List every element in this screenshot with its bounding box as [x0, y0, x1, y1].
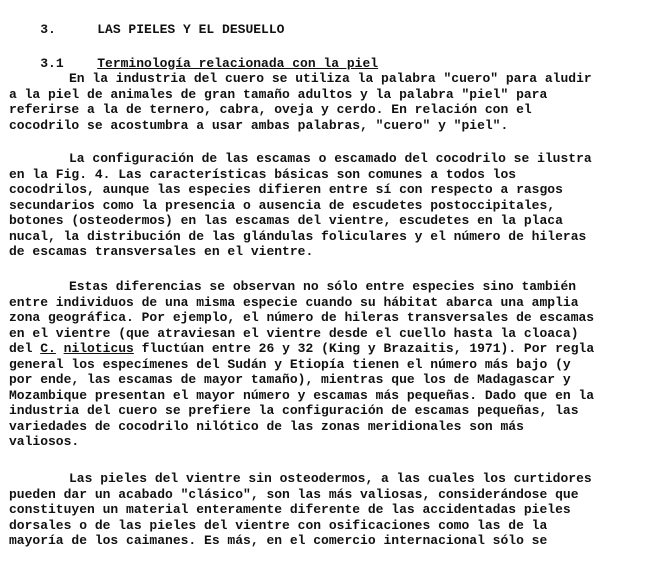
paragraph-line: en el vientre (que atraviesan el vientre desde el cuello hasta la cloaca) — [9, 325, 579, 341]
paragraph-line: Estas diferencias se observan no sólo entre especies sino también — [69, 279, 577, 294]
paragraph-line: dorsales o de las pieles del vientre con osificaciones como las de la — [9, 517, 548, 533]
paragraph-line: referirse a la de ternero, cabra, oveja y cerdo. En relación con el — [9, 102, 532, 117]
subsection-number: 3.1 — [40, 55, 64, 71]
paragraph-line: industria del cuero se prefiere la configuración de escamas pequeñas, las — [9, 403, 579, 418]
paragraph-line: valiosos. — [9, 434, 80, 449]
paragraph-4 — [9, 471, 639, 549]
paragraph-3 — [9, 279, 639, 450]
paragraph-line: cocodrilos, aunque las especies difieren entre sí con respecto a rasgos — [9, 182, 563, 197]
paragraph-2 — [9, 151, 639, 260]
paragraph-line: zona geográfica. Por ejemplo, el número de hileras transversales de escamas — [9, 310, 595, 325]
genus-abbrev: C. — [40, 341, 56, 356]
paragraph-line: La configuración de las escamas o escamado del cocodrilo se ilustra — [69, 151, 592, 166]
paragraph-line: de escamas transversales en el vientre. — [9, 244, 314, 259]
paragraph-line-species — [9, 341, 639, 357]
paragraph-line: secundarios como la presencia o ausencia de escudetes postoccipitales, — [9, 197, 556, 213]
paragraph-line: en la Fig. 4. Las características básicas son comunes a todos los — [9, 166, 517, 182]
line-text-after: fluctúan entre 26 y 32 (King y Brazaitis, 1971). Por regla — [133, 341, 595, 356]
paragraph-line: constituyen un material enteramente diferente de las accidentadas pieles — [9, 502, 571, 517]
paragraph-line: mayoría de los caimanes. Es más, en el comercio internacional sólo se — [9, 533, 548, 548]
line-space — [56, 341, 64, 356]
paragraph-1 — [9, 71, 639, 133]
paragraph-line: Las pieles del vientre sin osteodermos, a las cuales los curtidores — [69, 471, 592, 486]
section-number: 3. — [40, 21, 56, 37]
paragraph-line: cocodrilo se acostumbra a usar ambas palabras, "cuero" y "piel". — [9, 117, 509, 133]
paragraph-line: por ende, las escamas de mayor tamaño), mientras que los de Madagascar y — [9, 372, 571, 387]
paragraph-line: entre individuos de una misma especie cuando su hábitat abarca una amplia — [9, 294, 579, 310]
paragraph-line: variedades de cocodrilo nilótico de las zonas meridionales son más — [9, 418, 524, 434]
paragraph-line: general los especímenes del Sudán y Etiopía tienen el número más bajo (y — [9, 356, 571, 372]
species-name: niloticus — [63, 341, 134, 356]
paragraph-line: botones (osteodermos) en las escamas del vientre, escudetes en la placa — [9, 213, 563, 228]
paragraph-line: a la piel de animales de gran tamaño adultos y la palabra "piel" para — [9, 86, 548, 102]
paragraph-line: Mozambique presentan el mayor número y escamas más pequeñas. Dado que en la — [9, 387, 595, 403]
paragraph-line: En la industria del cuero se utiliza la palabra "cuero" para aludir — [69, 71, 592, 86]
line-text-before: del — [9, 341, 41, 356]
subsection-title: Terminología relacionada con la piel — [97, 55, 379, 71]
paragraph-line: nucal, la distribución de las glándulas foliculares y el número de hileras — [9, 228, 587, 244]
section-title: LAS PIELES Y EL DESUELLO — [97, 21, 285, 37]
paragraph-line: pueden dar un acabado "clásico", son las más valiosas, considerándose que — [9, 486, 579, 502]
